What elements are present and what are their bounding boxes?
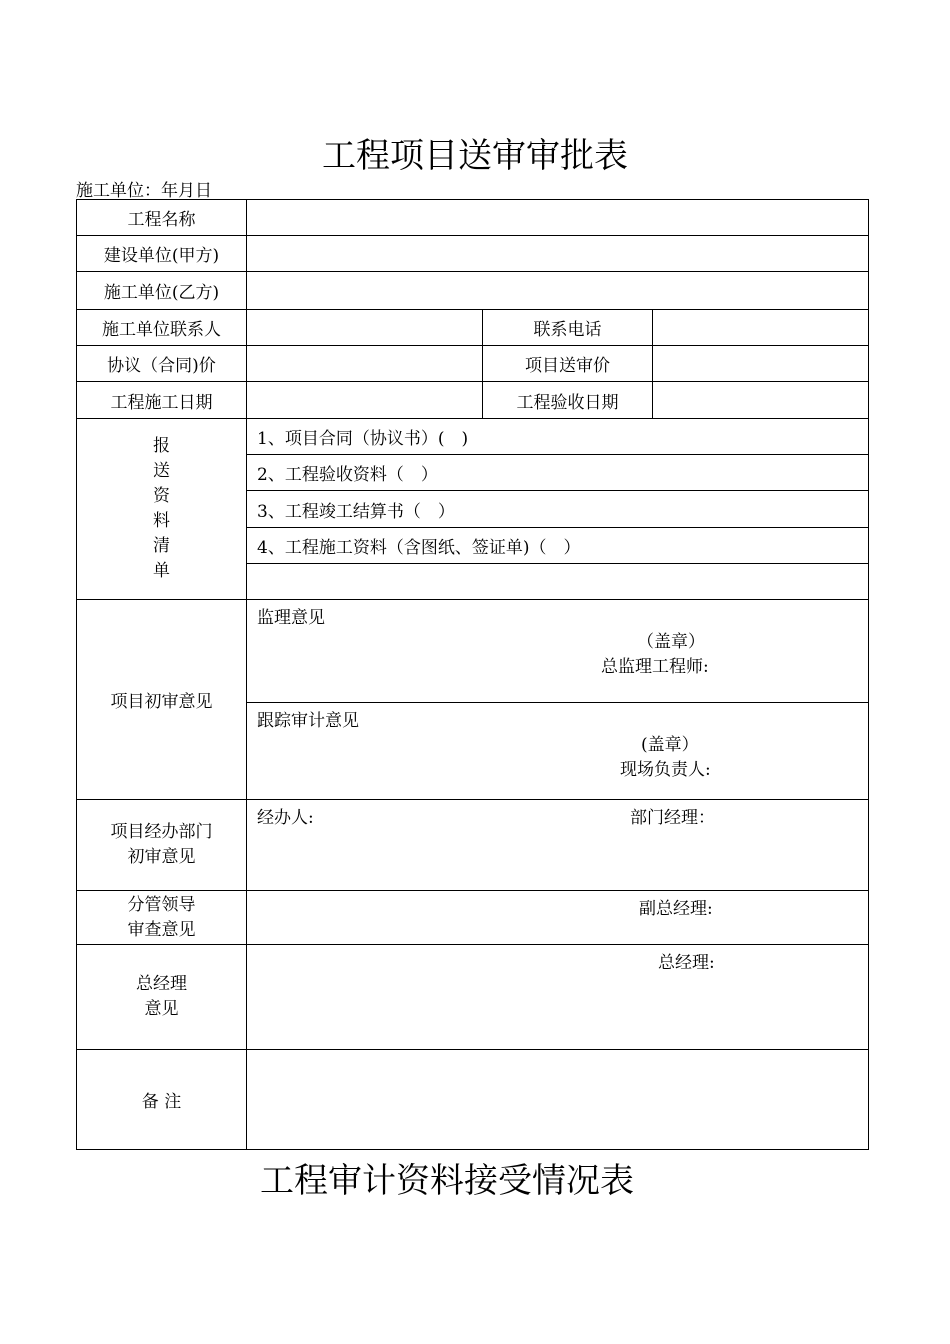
field-contract-price[interactable] [247, 346, 483, 382]
field-contact[interactable] [247, 310, 483, 346]
row-contact [77, 310, 869, 346]
label-contractor: 施工单位(乙方) [77, 272, 247, 310]
material-item-construction[interactable]: 4、工程施工资料（含图纸、签证单)（ ） [247, 528, 869, 564]
field-remarks[interactable] [247, 1050, 869, 1150]
field-contractor[interactable] [247, 272, 869, 310]
label-materials [77, 419, 247, 600]
audit-signature-label: 现场负责人: [620, 760, 711, 780]
label-materials-char: 资 [153, 486, 170, 506]
handler-label: 经办人: [257, 808, 314, 828]
label-gm-review-line: 意见 [144, 999, 179, 1019]
field-submit-price[interactable] [653, 346, 869, 382]
row-project-name [77, 200, 869, 236]
field-builder[interactable] [247, 236, 869, 272]
label-accept-date: 工程验收日期 [483, 382, 653, 419]
audit-stamp: (盖章） [641, 735, 699, 755]
field-gm-review[interactable] [247, 945, 869, 1050]
label-materials-char: 料 [153, 511, 170, 531]
subtitle-contractor-date: 施工单位：年月日 [76, 181, 212, 201]
row-remarks [77, 1050, 869, 1150]
label-materials-char: 清 [153, 536, 170, 556]
label-dept-review-line: 初审意见 [127, 847, 196, 867]
document-title: 工程项目送审审批表 [322, 136, 628, 176]
material-item-acceptance[interactable]: 2、工程验收资料（ ） [247, 455, 869, 491]
material-item-contract[interactable]: 1、项目合同（协议书）( ) [247, 419, 869, 455]
supervision-title: 监理意见 [257, 608, 325, 628]
label-dept-review [77, 800, 247, 891]
label-builder: 建设单位(甲方) [77, 236, 247, 272]
dept-manager-label: 部门经理： [630, 808, 715, 828]
row-leader-review [77, 891, 869, 945]
row-gm-review [77, 945, 869, 1050]
label-submit-price: 项目送审价 [483, 346, 653, 382]
label-leader-review [77, 891, 247, 945]
label-remarks: 备 注 [77, 1050, 247, 1150]
field-start-date[interactable] [247, 382, 483, 419]
label-contract-price: 协议（合同)价 [77, 346, 247, 382]
label-materials-char: 单 [153, 561, 170, 581]
secondary-title: 工程审计资料接受情况表 [260, 1161, 634, 1201]
field-leader-review[interactable] [247, 891, 869, 945]
label-leader-review-line: 分管领导 [127, 894, 196, 915]
label-dept-review-line: 项目经办部门 [110, 822, 213, 842]
row-price [77, 346, 869, 382]
material-item-settlement[interactable]: 3、工程竣工结算书（ ） [247, 491, 869, 528]
row-builder [77, 236, 869, 272]
row-material-1 [77, 419, 869, 455]
label-start-date: 工程施工日期 [77, 382, 247, 419]
label-gm-review-line: 总经理 [136, 974, 187, 994]
label-materials-char: 报 [153, 436, 170, 456]
field-supervision-opinion[interactable] [247, 600, 869, 703]
label-project-name: 工程名称 [77, 200, 247, 236]
row-dates [77, 382, 869, 419]
label-materials-char: 送 [153, 461, 170, 481]
row-contractor [77, 272, 869, 310]
label-contact: 施工单位联系人 [77, 310, 247, 346]
label-gm-review [77, 945, 247, 1050]
field-project-name[interactable] [247, 200, 869, 236]
deputy-gm-label: 副总经理: [639, 899, 713, 919]
audit-title: 跟踪审计意见 [257, 711, 359, 731]
field-dept-review[interactable] [247, 800, 869, 891]
field-audit-opinion[interactable] [247, 703, 869, 800]
row-supervision [77, 600, 869, 703]
label-initial-review: 项目初审意见 [77, 600, 247, 800]
material-item-blank[interactable] [247, 564, 869, 600]
field-phone[interactable] [653, 310, 869, 346]
supervision-stamp: （盖章） [637, 632, 705, 652]
label-phone: 联系电话 [483, 310, 653, 346]
label-leader-review-line: 审查意见 [127, 919, 196, 940]
field-accept-date[interactable] [653, 382, 869, 419]
approval-form-table [76, 199, 869, 1150]
row-dept-review [77, 800, 869, 891]
supervision-signature-label: 总监理工程师: [601, 657, 709, 677]
gm-label: 总经理: [658, 953, 715, 973]
